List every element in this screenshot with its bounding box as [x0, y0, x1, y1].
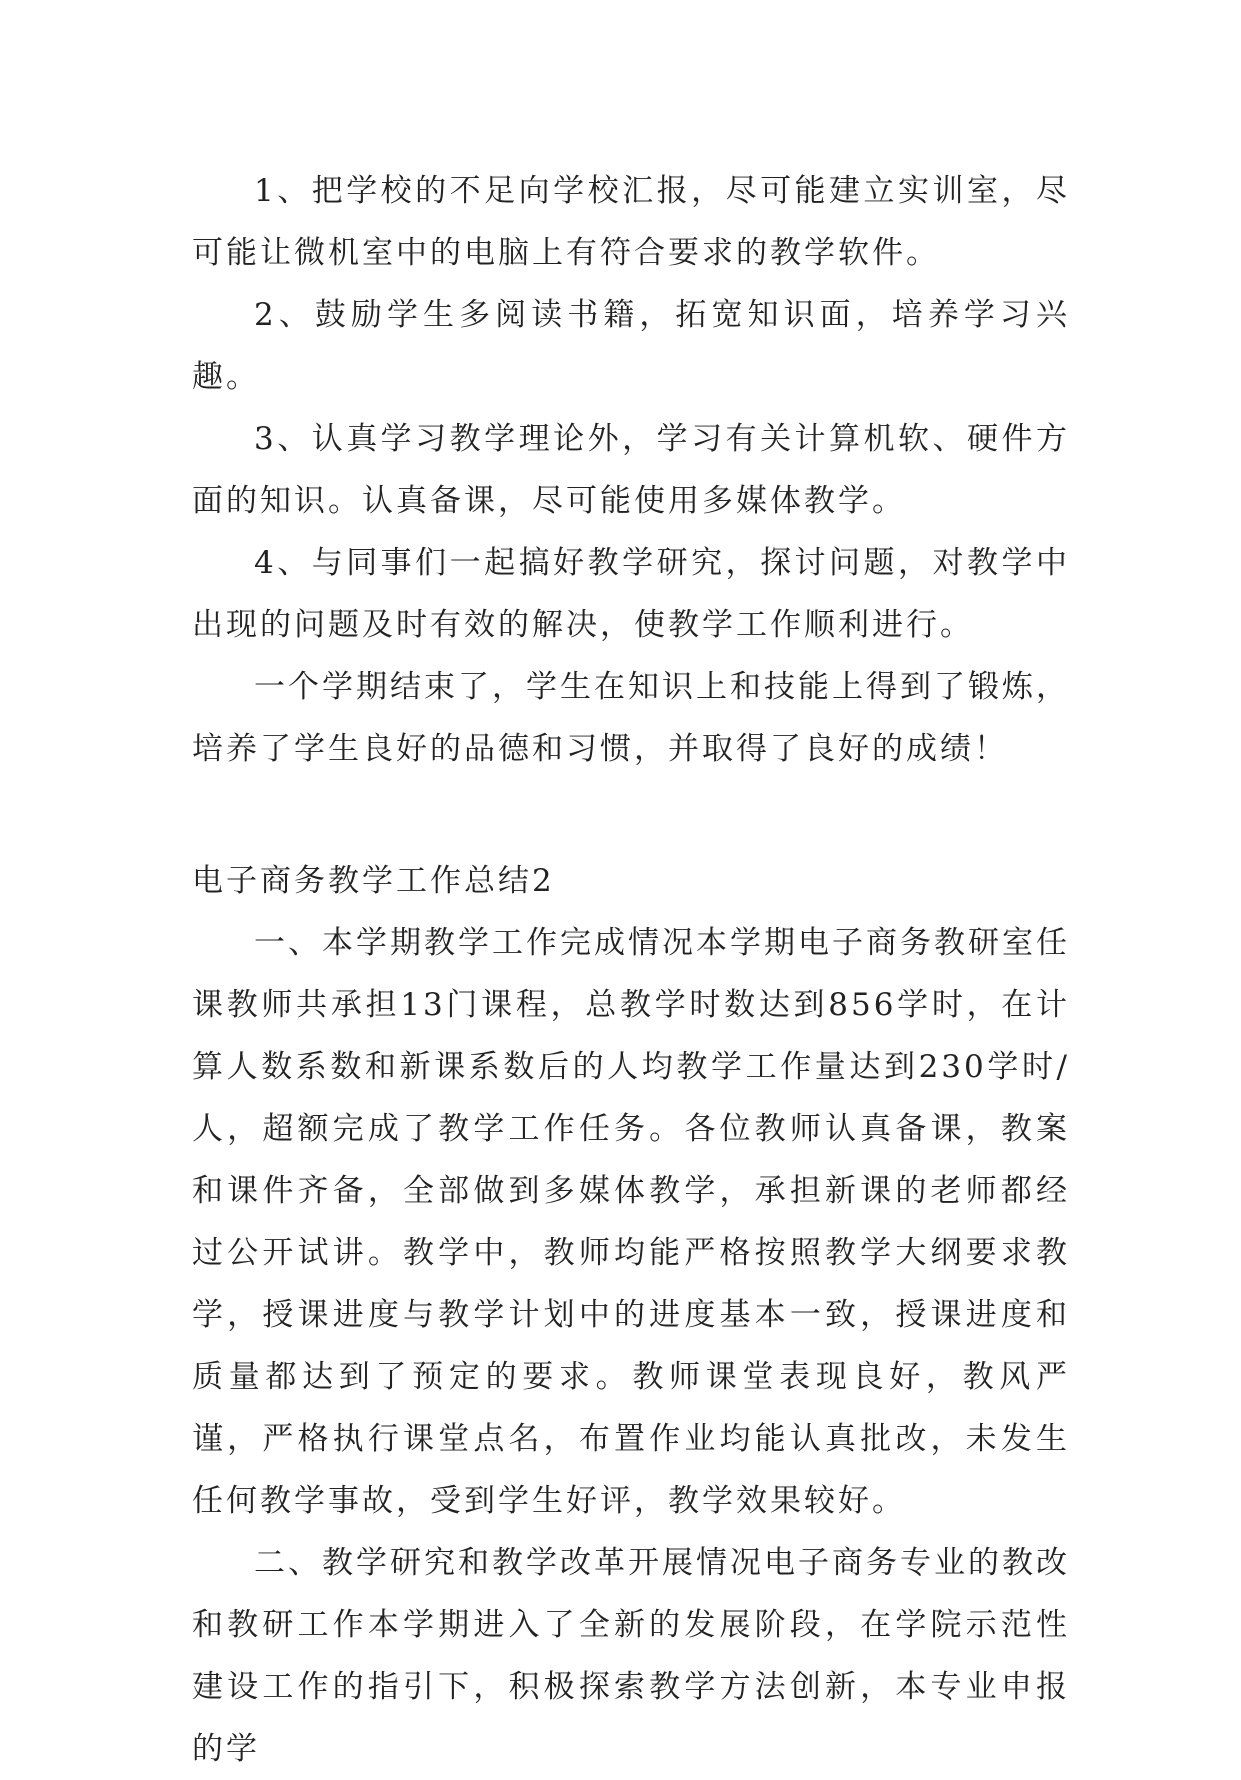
- section-heading: 电子商务教学工作总结2: [192, 863, 555, 899]
- paragraph-item-2: 2、鼓励学生多阅读书籍，拓宽知识面，培养学习兴趣。: [192, 297, 1070, 395]
- paragraph-teaching-work: 一、本学期教学工作完成情况本学期电子商务教研室任课教师共承担13门课程，总教学时数达到856学时，在计算人数系数和新课系数后的人均教学工作量达到230学时/人，超额完成了教学工作任务。各位教师认真备课，教案和课件齐备，全部做到多媒体教学，承担新课的老师都经过公开试讲。教学中，教师均能严格按照教学大纲要求教学，授课进度与教学计划中的进度基本一致，授课进度和质量都达到了预定的要求。教师课堂表现良好，教风严谨，严格执行课堂点名，布置作业均能认真批改，未发生任何教学事故，受到学生好评，教学效果较好。: [192, 925, 1070, 1519]
- document-body: [192, 160, 1070, 1780]
- paragraph-teaching-research: 二、教学研究和教学改革开展情况电子商务专业的教改和教研工作本学期进入了全新的发展阶段，在学院示范性建设工作的指引下，积极探索教学方法创新，本专业申报的学: [192, 1545, 1070, 1767]
- paragraph-conclusion: 一个学期结束了，学生在知识上和技能上得到了锻炼，培养了学生良好的品德和习惯，并取得了良好的成绩！: [192, 669, 1070, 767]
- paragraph-item-1: 1、把学校的不足向学校汇报，尽可能建立实训室，尽可能让微机室中的电脑上有符合要求的教学软件。: [192, 173, 1070, 271]
- paragraph-item-4: 4、与同事们一起搞好教学研究，探讨问题，对教学中出现的问题及时有效的解决，使教学工作顺利进行。: [192, 545, 1070, 643]
- paragraph-item-3: 3、认真学习教学理论外，学习有关计算机软、硬件方面的知识。认真备课，尽可能使用多媒体教学。: [192, 421, 1070, 519]
